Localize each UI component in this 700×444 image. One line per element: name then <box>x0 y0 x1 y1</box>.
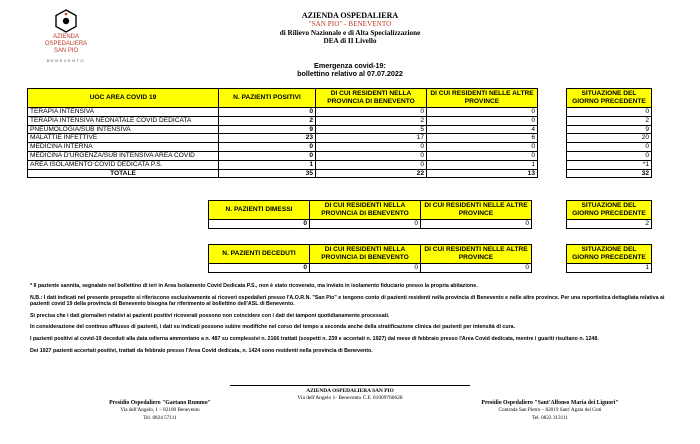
unit-name: MEDICINA INTERNA <box>28 143 219 152</box>
footer-divider <box>230 385 470 386</box>
footer-org: AZIENDA OSPEDALIERA SAN PIO <box>306 388 394 394</box>
bn-value: 2 <box>316 116 427 125</box>
note-paragraph: Si precisa che i dati giornalieri relativi ai pazienti positivi ricoverati possono non coincidere con i dati dei tamponi quotidianamente processati. <box>30 312 390 319</box>
previous-value: 0 <box>567 108 652 117</box>
footer-left-address: Via dell'Angelo, 1 – 82100 Benevento <box>120 407 200 414</box>
hexagon-logo-icon <box>53 8 79 34</box>
header-discharged: N. PAZIENTI DIMESSI <box>209 201 310 220</box>
bulletin-title <box>220 62 480 79</box>
table-header-row <box>28 89 538 108</box>
total-label: TOTALE <box>28 169 219 178</box>
bn-value: 0 <box>316 108 427 117</box>
note-paragraph: I pazienti positivi al covid-19 deceduti alla data odierna ammontano a n. 487 su complessivi n. 2166 trattati (sospetti n. 239 e accertati n. 1927) dal mese di febbraio presso l'Area Covid dedicata, mentre i guariti risultano n. 1248. <box>30 335 599 342</box>
previous-value: 2 <box>567 116 652 125</box>
bn-value: 0 <box>316 151 427 160</box>
total-bn: 22 <box>316 169 427 178</box>
org-name: AZIENDA OSPEDALIERA <box>301 11 399 20</box>
other-value: 0 <box>427 108 538 117</box>
header-residents-other: DI CUI RESIDENTI NELLE ALTRE PROVINCE <box>427 89 538 108</box>
deceased-previous-header-row <box>567 245 652 264</box>
logo-text-1: AZIENDA <box>52 34 79 40</box>
previous-day-table <box>566 88 652 178</box>
discharged-previous-table <box>566 200 652 229</box>
total-positive: 35 <box>219 169 316 178</box>
table-row <box>209 264 532 273</box>
deceased-header-row <box>209 245 532 264</box>
table-row <box>209 220 532 229</box>
header-deceased-previous: SITUAZIONE DEL GIORNO PRECEDENTE <box>567 245 652 264</box>
header-residents-bn: DI CUI RESIDENTI NELLA PROVINCIA DI BENEVENTO <box>316 89 427 108</box>
table-row <box>28 151 538 160</box>
unit-name: MEDICINA D'URGENZA/SUB INTENSIVA AREA COVID <box>28 151 219 160</box>
header-deceased-bn: DI CUI RESIDENTI NELLA PROVINCIA DI BENEVENTO <box>310 245 421 264</box>
deceased-table <box>208 244 532 273</box>
note-paragraph: N.B.: I dati indicati nel presente prospetto si riferiscono esclusivamente ai ricoveri ospedalieri presso l'A.O.R.N. "San Pio" e tengono conto di pazienti residenti nella provincia di Benevento e nelle altre province. Per una reportistica dettagliata relativa ai pazienti covid 19 della provincia di Benevento bisogna far riferimento al bollettino dell'ASL di Benevento. <box>30 294 665 308</box>
table-row <box>567 264 652 273</box>
previous-value: 20 <box>567 134 652 143</box>
header-previous-day: SITUAZIONE DEL GIORNO PRECEDENTE <box>567 89 652 108</box>
discharged-table <box>208 200 532 229</box>
relevance-line: di Rilievo Nazionale e di Alta Specializzazione <box>279 28 421 37</box>
table-row <box>567 116 652 125</box>
table-row <box>28 125 538 134</box>
other-value: 0 <box>427 116 538 125</box>
footer-right-phone: Tel. 0823 313111 <box>532 414 568 421</box>
header-positive: N. PAZIENTI POSITIVI <box>219 89 316 108</box>
logo-text-2: OSPEDALIERA <box>44 41 88 47</box>
table-row <box>567 108 652 117</box>
header-discharged-other: DI CUI RESIDENTI NELLE ALTRE PROVINCE <box>421 201 532 220</box>
covid-units-table <box>27 88 538 178</box>
deceased-other-value: 0 <box>421 264 532 273</box>
discharged-previous-header-row <box>567 201 652 220</box>
header-discharged-bn: DI CUI RESIDENTI NELLA PROVINCIA DI BENEVENTO <box>310 201 421 220</box>
title-line-1: Emergenza covid-19: <box>314 61 386 70</box>
previous-value: 0 <box>567 143 652 152</box>
discharged-previous-value: 2 <box>567 220 652 229</box>
previous-value: *1 <box>567 160 652 169</box>
notes-section <box>30 283 670 359</box>
other-value: 1 <box>427 160 538 169</box>
deceased-previous-table <box>566 244 652 273</box>
footer-left <box>70 400 250 422</box>
note-paragraph: Dei 1927 pazienti accertati positivi, trattati da febbraio presso l'Area Covid dedicata, n. 1424 sono residenti nella provincia di Benevento. <box>30 347 373 354</box>
table-row <box>28 108 538 117</box>
unit-name: AREA ISOLAMENTO COVID DEDICATA P.S. <box>28 160 219 169</box>
previous-header-row <box>567 89 652 108</box>
bn-value: 0 <box>316 143 427 152</box>
unit-name: TERAPIA INTENSIVA NEONATALE COVID DEDICATA <box>28 116 219 125</box>
total-other: 13 <box>427 169 538 178</box>
table-row <box>567 125 652 134</box>
footer-left-phone: Tel. 0824 57111 <box>143 414 177 421</box>
logo-text-3: SAN PIO <box>53 48 79 54</box>
discharged-header-row <box>209 201 532 220</box>
hospital-logo <box>38 8 94 63</box>
other-value: 4 <box>427 125 538 134</box>
footer-right-title: Presidio Ospedaliero "Sant'Alfonso Maria dei Liguori" <box>481 400 619 406</box>
previous-value: 0 <box>567 151 652 160</box>
unit-name: PNEUMOLOGIA/SUB INTENSIVA <box>28 125 219 134</box>
discharged-bn-value: 0 <box>310 220 421 229</box>
other-value: 0 <box>427 151 538 160</box>
deceased-value: 0 <box>209 264 310 273</box>
positive-value: 0 <box>219 143 316 152</box>
positive-value: 0 <box>219 151 316 160</box>
unit-name: MALATTIE INFETTIVE <box>28 134 219 143</box>
letterhead <box>220 12 480 46</box>
previous-total: 32 <box>567 169 652 178</box>
previous-value: 9 <box>567 125 652 134</box>
positive-value: 1 <box>219 160 316 169</box>
table-row <box>567 151 652 160</box>
positive-value: 0 <box>219 108 316 117</box>
deceased-previous-value: 1 <box>567 264 652 273</box>
other-value: 0 <box>427 143 538 152</box>
positive-value: 2 <box>219 116 316 125</box>
footer-address: Via dell'Angelo 1- Benevento C.F. 01009760628 <box>297 395 403 401</box>
note-paragraph: * Il paziente sannita, segnalato nel bollettino di ieri in Area Isolamento Covid Dedicata P.S., non è stato ricoverato, ma inviato in isolamento fiduciario presso la propria abitazione. <box>30 283 478 289</box>
hospital-name: "SAN PIO" - BENEVENTO <box>308 20 392 29</box>
note-paragraph: In considerazione del continuo afflusso di pazienti, i dati su indicati possono subire modifiche nel corso del tempo a seconda anche della stratificazione clinica dei pazienti per intensità di cura. <box>30 324 516 331</box>
table-row <box>567 143 652 152</box>
unit-name: TERAPIA INTENSIVA <box>28 108 219 117</box>
footer-right-address: Contrada San Pietro – 82019 Sant' Agata dei Goti <box>498 407 602 414</box>
table-row <box>28 143 538 152</box>
table-row <box>28 134 538 143</box>
bn-value: 17 <box>316 134 427 143</box>
title-line-2: bollettino relativo al 07.07.2022 <box>297 69 403 79</box>
table-row <box>567 134 652 143</box>
positive-value: 23 <box>219 134 316 143</box>
total-row <box>567 169 652 178</box>
header-deceased-other: DI CUI RESIDENTI NELLE ALTRE PROVINCE <box>421 245 532 264</box>
bn-value: 0 <box>316 160 427 169</box>
other-value: 6 <box>427 134 538 143</box>
table-row <box>28 116 538 125</box>
table-row <box>567 220 652 229</box>
level-line: DEA di II Livello <box>323 37 377 46</box>
discharged-other-value: 0 <box>421 220 532 229</box>
footer-left-title: Presidio Ospedaliero "Gaetano Rummo" <box>109 400 211 406</box>
logo-text-4: BENEVENTO <box>46 58 86 63</box>
positive-value: 9 <box>219 125 316 134</box>
deceased-bn-value: 0 <box>310 264 421 273</box>
table-row <box>28 160 538 169</box>
bn-value: 5 <box>316 125 427 134</box>
footer-right <box>445 400 655 422</box>
header-unit: UOC AREA COVID 19 <box>28 89 219 108</box>
discharged-value: 0 <box>209 220 310 229</box>
table-row <box>567 160 652 169</box>
footer-center <box>220 388 480 402</box>
header-discharged-previous: SITUAZIONE DEL GIORNO PRECEDENTE <box>567 201 652 220</box>
total-row <box>28 169 538 178</box>
header-deceased: N. PAZIENTI DECEDUTI <box>209 245 310 264</box>
